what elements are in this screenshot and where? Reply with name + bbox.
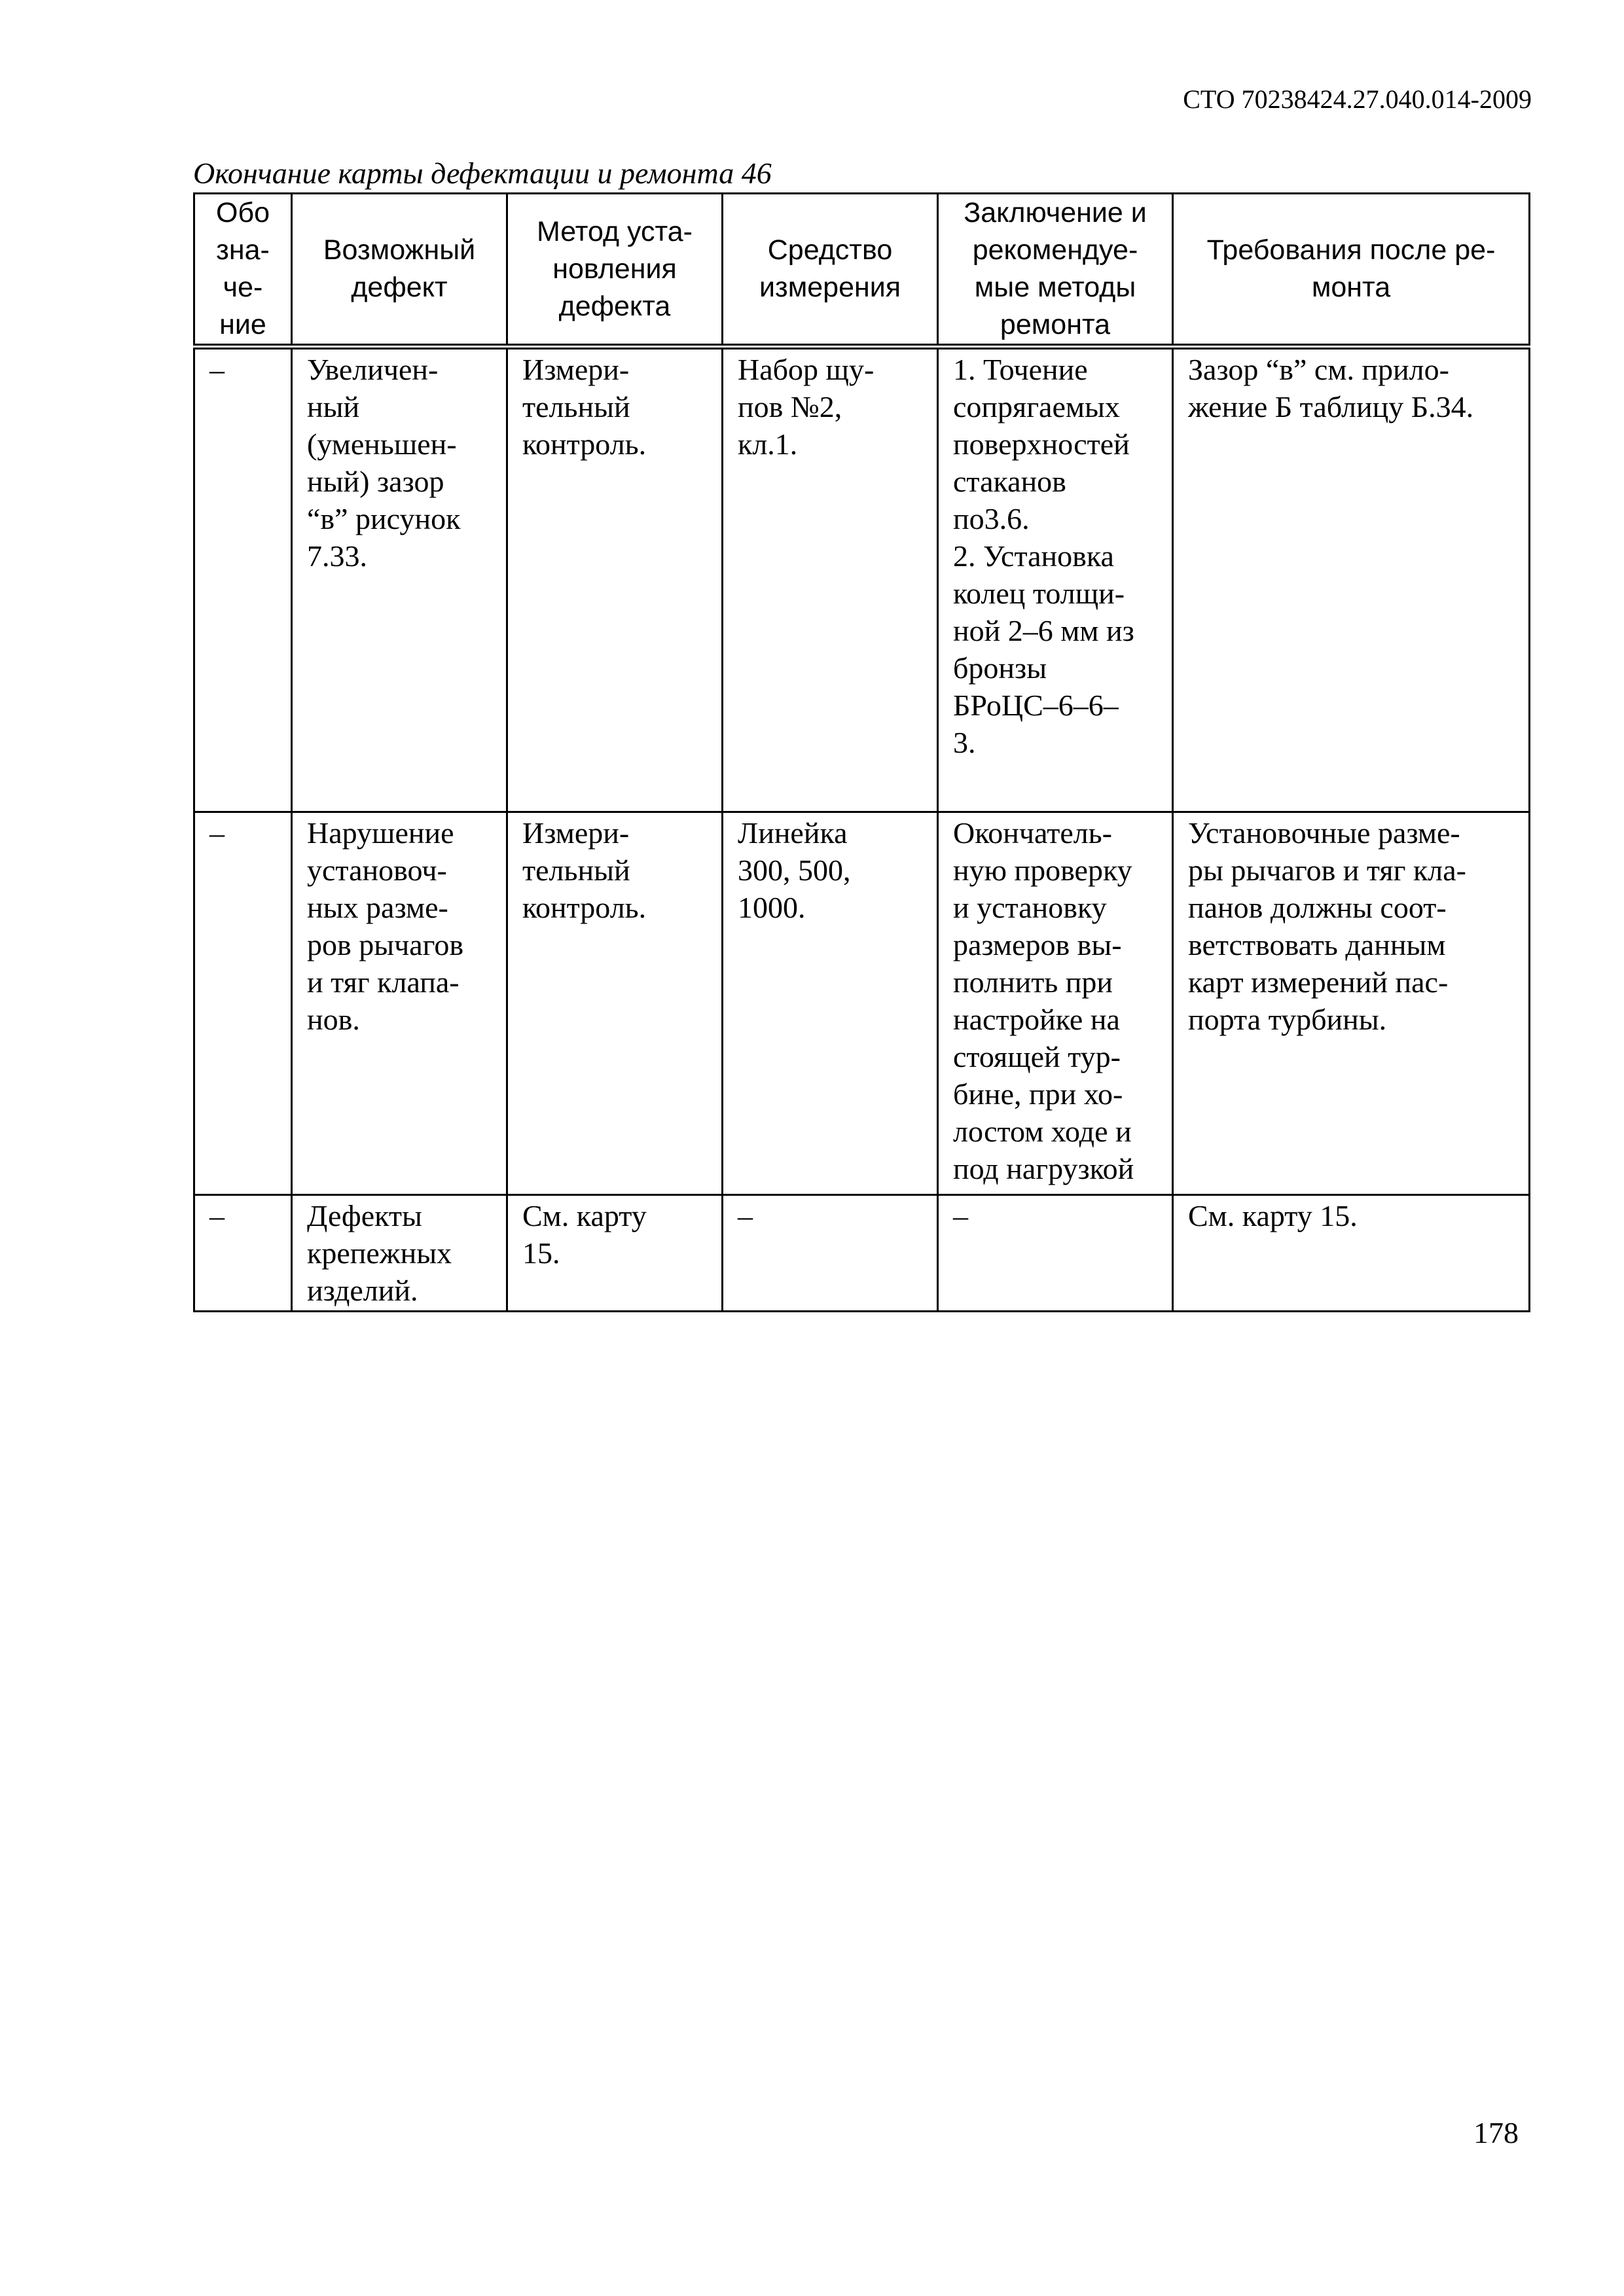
table-cell: 1. Точение сопрягаемых поверхностей стаканов по3.6. 2. Установка колец толщи- ной 2–6 мм из бронзы БРоЦС–6–6– 3. bbox=[938, 347, 1173, 812]
header-conclusion-repair: Заключение и рекомендуе- мые методы ремонта bbox=[938, 194, 1173, 347]
table-header-row bbox=[194, 194, 1530, 347]
table-cell: Измери- тельный контроль. bbox=[507, 347, 723, 812]
table-cell: – bbox=[938, 1195, 1173, 1312]
table-row bbox=[194, 1195, 1530, 1312]
header-measuring-tool: Средство измерения bbox=[723, 194, 938, 347]
table-cell: См. карту 15. bbox=[507, 1195, 723, 1312]
table-caption: Окончание карты дефектации и ремонта 46 bbox=[193, 156, 772, 190]
defect-repair-table bbox=[193, 192, 1530, 1312]
page-number: 178 bbox=[1473, 2116, 1519, 2149]
table-cell: Увеличен- ный (уменьшен- ный) зазор “в” рисунок 7.33. bbox=[292, 347, 507, 812]
table-cell: Зазор “в” см. прило- жение Б таблицу Б.34. bbox=[1173, 347, 1530, 812]
table-cell: – bbox=[194, 347, 292, 812]
table-cell: См. карту 15. bbox=[1173, 1195, 1530, 1312]
table-cell: – bbox=[194, 812, 292, 1195]
table-cell: Измери- тельный контроль. bbox=[507, 812, 723, 1195]
table-cell: – bbox=[194, 1195, 292, 1312]
document-code: СТО 70238424.27.040.014-2009 bbox=[1183, 84, 1532, 114]
table-cell: Дефекты крепежных изделий. bbox=[292, 1195, 507, 1312]
table-cell: – bbox=[723, 1195, 938, 1312]
table-row bbox=[194, 347, 1530, 812]
header-possible-defect: Возможный дефект bbox=[292, 194, 507, 347]
table-cell: Окончатель- ную проверку и установку размеров вы- полнить при настройке на стоящей тур- бине, при хо- лостом ходе и под нагрузкой bbox=[938, 812, 1173, 1195]
header-detection-method: Метод уста- новления дефекта bbox=[507, 194, 723, 347]
table-cell: Нарушение установоч- ных разме- ров рычагов и тяг клапа- нов. bbox=[292, 812, 507, 1195]
header-post-repair-requirements: Требования после ре- монта bbox=[1173, 194, 1530, 347]
header-designation: Обо зна- че- ние bbox=[194, 194, 292, 347]
table-cell: Набор щу- пов №2, кл.1. bbox=[723, 347, 938, 812]
table-row bbox=[194, 812, 1530, 1195]
table-cell: Линейка 300, 500, 1000. bbox=[723, 812, 938, 1195]
table-cell: Установочные разме- ры рычагов и тяг кла- панов должны соот- ветствовать данным карт измерений пас- порта турбины. bbox=[1173, 812, 1530, 1195]
